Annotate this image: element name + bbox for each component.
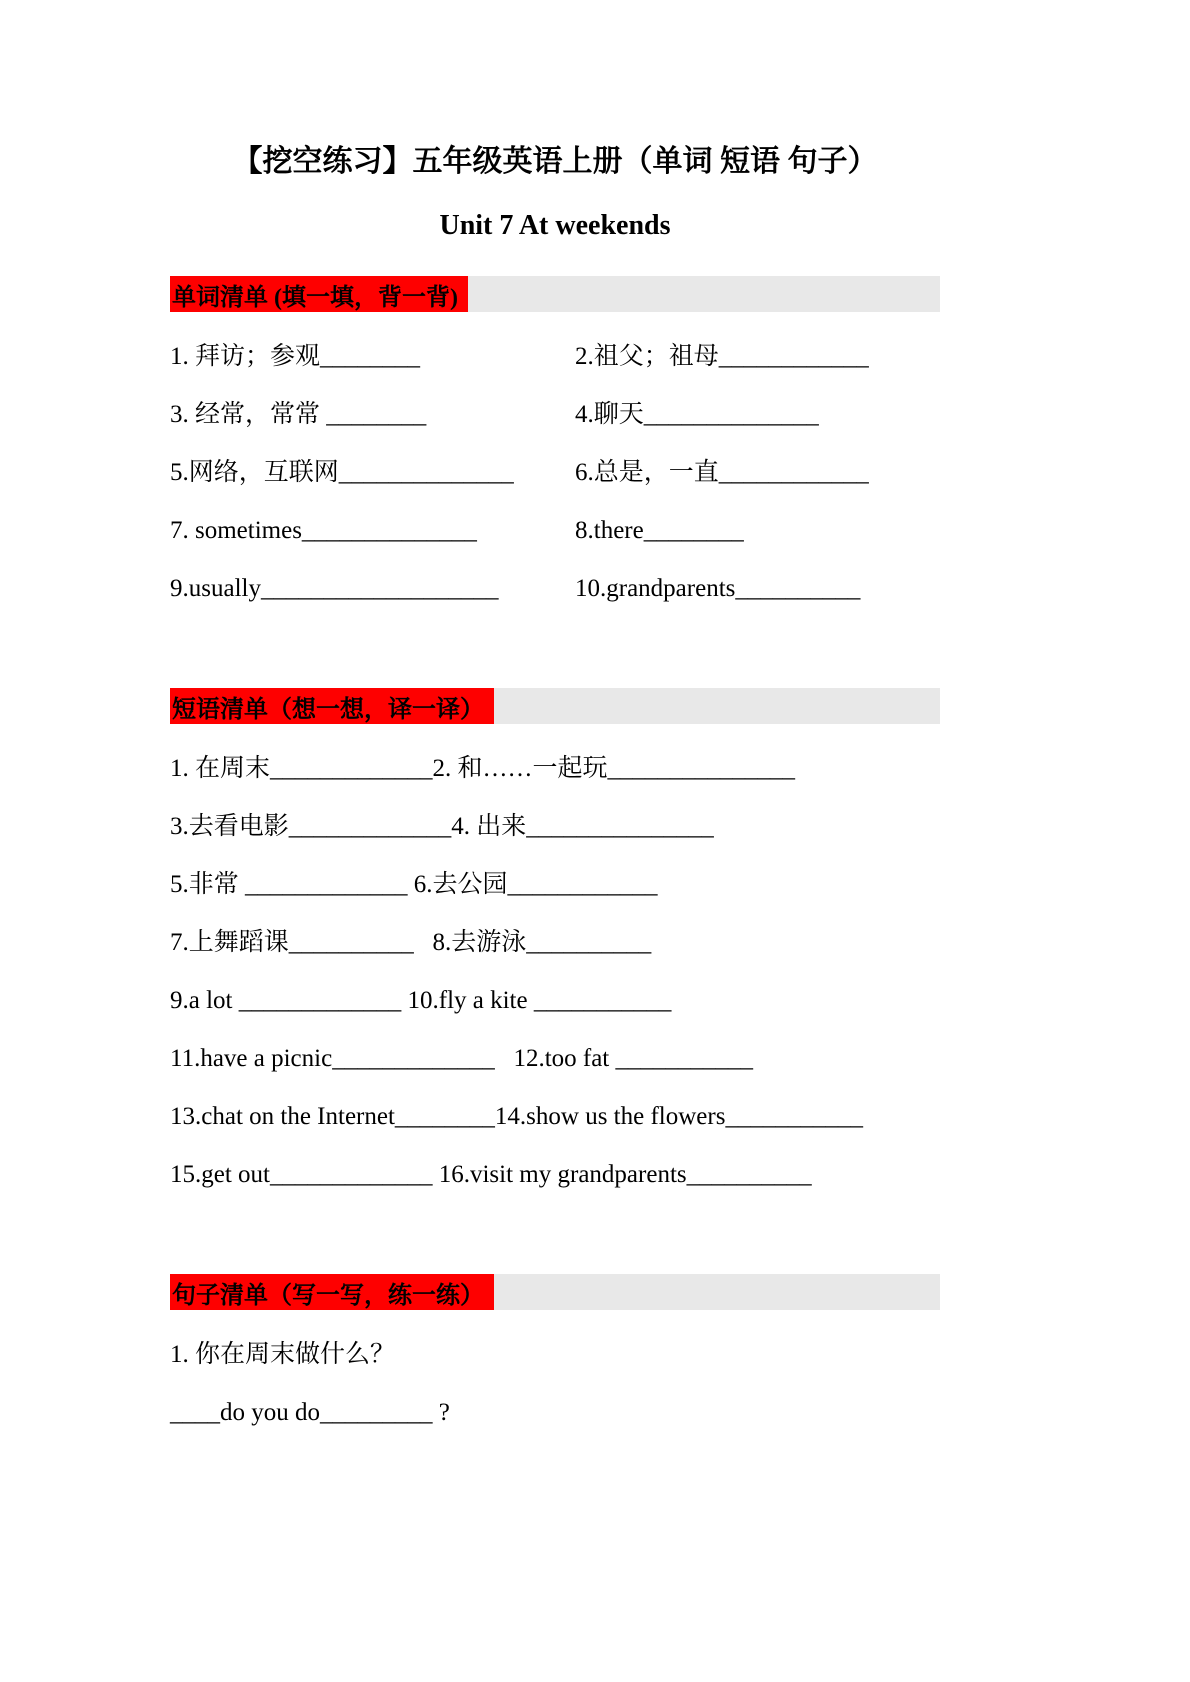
word-item-1: 1. 拜访；参观________ (170, 343, 421, 370)
word-item-3: 3. 经常，常常 ________ (170, 401, 427, 428)
page-title: 【挖空练习】五年级英语上册（单词 短语 句子） (232, 145, 878, 178)
sentences-section-header (170, 1274, 940, 1310)
phrase-line-3: 5.非常 _____________ 6.去公园____________ (170, 871, 658, 898)
words-section-header (170, 276, 940, 312)
word-item-4: 4.聊天______________ (575, 401, 819, 428)
phrase-line-2: 3.去看电影_____________4. 出来_______________ (170, 813, 714, 840)
phrase-line-7: 13.chat on the Internet________14.show us the flowers___________ (170, 1103, 863, 1130)
word-list (170, 338, 940, 608)
word-item-8: 8.there________ (575, 517, 744, 544)
phrase-line-1: 1. 在周末_____________2. 和……一起玩_______________ (170, 755, 796, 782)
sentence-line-2: ____do you do_________ ? (170, 1399, 450, 1426)
phrase-line-4: 7.上舞蹈课__________ 8.去游泳__________ (170, 929, 652, 956)
unit-subtitle: Unit 7 At weekends (439, 210, 671, 241)
word-item-2: 2.祖父；祖母____________ (575, 343, 869, 370)
word-item-6: 6.总是，一直____________ (575, 459, 869, 486)
phrase-line-8: 15.get out_____________ 16.visit my grandparents__________ (170, 1161, 812, 1188)
word-item-7: 7. sometimes______________ (170, 517, 477, 544)
phrases-section-header (170, 688, 940, 724)
words-section-title: 单词清单 (填一填，背一背) (170, 276, 468, 312)
phrase-list (170, 750, 940, 1194)
sentence-list (170, 1336, 940, 1432)
sentences-section-title: 句子清单（写一写，练一练） (170, 1274, 494, 1310)
word-item-9: 9.usually___________________ (170, 575, 499, 602)
phrase-line-6: 11.have a picnic_____________ 12.too fat ___________ (170, 1045, 754, 1072)
phrases-section-title: 短语清单（想一想，译一译） (170, 688, 494, 724)
word-item-5: 5.网络，互联网______________ (170, 459, 514, 486)
word-item-10: 10.grandparents__________ (575, 575, 861, 602)
phrase-line-5: 9.a lot _____________ 10.fly a kite ___________ (170, 987, 672, 1014)
sentence-line-1: 1. 你在周末做什么？ (170, 1341, 396, 1368)
